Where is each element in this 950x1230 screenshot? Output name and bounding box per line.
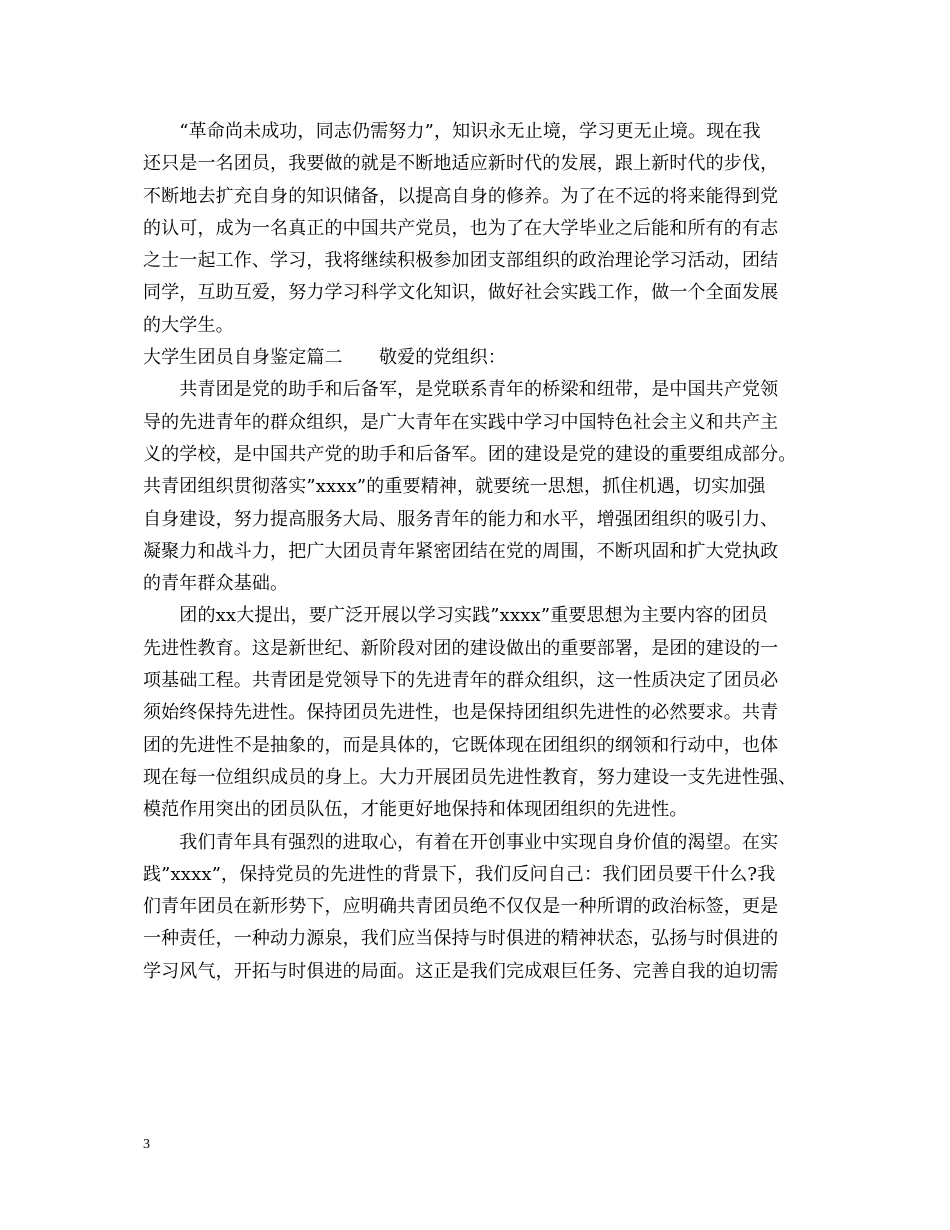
page-number: 3 <box>143 1137 150 1152</box>
text-line: 还只是一名团员，我要做的就是不断地适应新时代的发展，跟上新时代的步伐， <box>143 153 779 175</box>
text-line: 我们青年具有强烈的进取心，有着在开创事业中实现自身价值的渴望。在实 <box>143 831 779 853</box>
text-line: 们青年团员在新形势下，应明确共青团员绝不仅仅是一种所谓的政治标签，更是 <box>143 896 779 918</box>
text-line: 践”xxxx”，保持党员的先进性的背景下，我们反问自己：我们团员要干什么?我 <box>143 863 776 885</box>
text-line: 须始终保持先进性。保持团员先进性，也是保持团组织先进性的必然要求。共青 <box>143 702 779 724</box>
text-line: 不断地去扩充自身的知识储备，以提高自身的修养。为了在不远的将来能得到党 <box>143 185 779 207</box>
text-line: 导的先进青年的群众组织，是广大青年在实践中学习中国特色社会主义和共产主 <box>143 411 779 433</box>
text-line: 义的学校，是中国共产党的助手和后备军。团的建设是党的建设的重要组成部分。 <box>143 443 797 465</box>
text-line: 自身建设，努力提高服务大局、服务青年的能力和水平，增强团组织的吸引力、 <box>143 508 779 530</box>
text-line: “革命尚未成功，同志仍需努力”，知识永无止境，学习更无止境。现在我 <box>143 121 761 142</box>
text-line: 同学，互助互爱，努力学习科学文化知识，做好社会实践工作，做一个全面发展 <box>143 282 779 304</box>
document-body <box>143 116 823 988</box>
text-line: 一种责任，一种动力源泉，我们应当保持与时俱进的精神状态，弘扬与时俱进的 <box>143 928 779 950</box>
text-line: 凝聚力和战斗力，把广大团员青年紧密团结在党的周围，不断巩固和扩大党执政 <box>143 540 779 562</box>
text-line: 共青团组织贯彻落实”xxxx”的重要精神，就要统一思想，抓住机遇，切实加强 <box>143 476 766 498</box>
text-line: 项基础工程。共青团是党领导下的先进青年的群众组织，这一性质决定了团员必 <box>143 670 779 692</box>
text-line: 团的xx大提出，要广泛开展以学习实践”xxxx”重要思想为主要内容的团员 <box>143 605 769 627</box>
text-line: 的大学生。 <box>143 314 234 336</box>
section-heading: 大学生团员自身鉴定篇二 敬爱的党组织： <box>143 347 506 369</box>
text-line: 学习风气，开拓与时俱进的局面。这正是我们完成艰巨任务、完善自我的迫切需 <box>143 960 779 982</box>
text-line: 先进性教育。这是新世纪、新阶段对团的建设做出的重要部署，是团的建设的一 <box>143 637 779 659</box>
text-line: 模范作用突出的团员队伍，才能更好地保持和体现团组织的先进性。 <box>143 799 688 821</box>
text-line: 的青年群众基础。 <box>143 573 289 595</box>
text-line: 团的先进性不是抽象的，而是具体的，它既体现在团组织的纲领和行动中，也体 <box>143 734 779 756</box>
text-line: 的认可，成为一名真正的中国共产党员，也为了在大学毕业之后能和所有的有志 <box>143 217 779 239</box>
text-line: 之士一起工作、学习，我将继续积极参加团支部组织的政治理论学习活动，团结 <box>143 250 779 272</box>
text-line: 现在每一位组织成员的身上。大力开展团员先进性教育，努力建设一支先进性强、 <box>143 766 797 788</box>
text-line: 共青团是党的助手和后备军，是党联系青年的桥梁和纽带，是中国共产党领 <box>143 379 779 401</box>
